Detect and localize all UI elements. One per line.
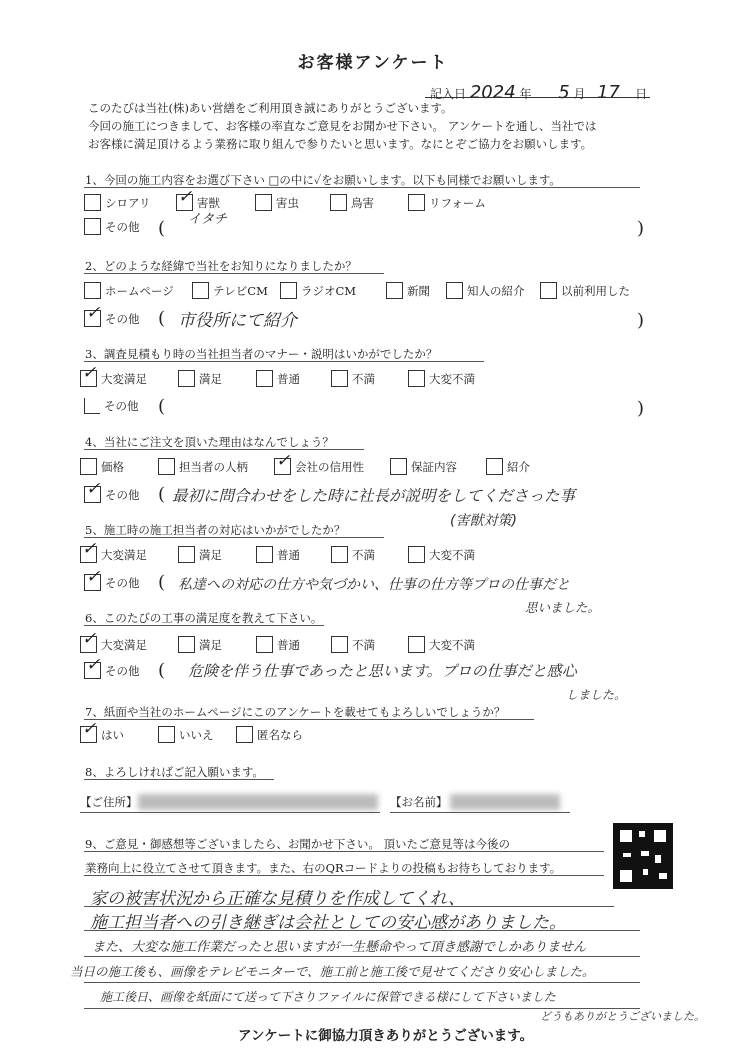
q5-option-normal[interactable] [256,546,300,563]
checkbox[interactable] [84,218,101,235]
checkbox[interactable] [408,636,425,653]
q4-underline [84,449,364,450]
address-redacted [138,794,378,810]
checkbox[interactable] [280,282,297,299]
check-mark-icon: ✓ [86,479,101,499]
option-label: その他 [105,575,140,590]
q3-option-dissatisfied[interactable] [331,370,375,387]
paren-close: ) [637,218,645,239]
page-title: お客様アンケート [297,53,449,73]
option-label: その他 [104,399,139,413]
q1-option-other[interactable] [84,218,140,235]
checkbox[interactable] [540,282,557,299]
option-label: 害獣 [197,195,220,210]
option-label: その他 [105,487,140,502]
address-label: 【ご住所】 [80,795,138,809]
qr-module [659,873,667,879]
checkbox[interactable] [330,194,347,211]
checkbox[interactable] [408,370,425,387]
check-mark-icon: ✓ [86,303,101,323]
comment-line-5: 施工後日、画像を紙面にて送って下さりファイルに保管できる様にして下さいました [100,990,556,1004]
date-year-unit: 年 [519,87,532,101]
checkbox[interactable] [408,194,425,211]
checkbox[interactable] [236,726,253,743]
q6-underline [84,625,324,626]
q3-option-satisfied[interactable] [178,370,222,387]
q9-underline-2 [84,875,604,876]
option-label: 満足 [199,371,222,386]
q4-option-other[interactable] [84,479,140,503]
q6-option-normal[interactable] [256,636,300,653]
q1-text: 1、今回の施工内容をお選び下さい □の中に✓をお願いします。以下も同様でお願いします。 [85,173,561,187]
option-label: 大変不満 [429,637,475,652]
q2-text: 2、どのような経緯で当社をお知りになりましたか？ [85,259,357,273]
q3-option-very-satisfied[interactable] [80,363,147,387]
option-label: テレビCM [213,283,268,298]
option-label: リフォーム [429,195,486,210]
option-label: 匿名なら [257,727,303,742]
name-label: 【お名前】 [390,795,448,809]
paren-open: ( [158,484,166,505]
intro-line-1: このたびは当社(株)あい営繕をご利用頂き誠にありがとうございます。 [88,101,453,115]
intro-line-2: 今回の施工につきまして、お客様の率直なご意見をお聞かせ下さい。 アンケートを通し、当社では [88,119,597,133]
q6-answer-cont: しました。 [566,688,627,702]
q4-text: 4、当社にご注文を頂いた理由はなんでしょう？ [85,435,334,449]
q2-option-other[interactable] [84,303,140,327]
name-redacted [450,794,560,810]
q8-text: 8、よろしければご記入願います。 [85,765,264,779]
q3-underline [84,361,484,362]
option-label: その他 [105,219,140,234]
option-label: その他 [105,311,140,326]
comment-line-2: 施工担当者への引き継ぎは会社としての安心感がありました。 [90,913,566,933]
option-label: 大変不満 [429,547,475,562]
option-label: 大変満足 [101,547,147,562]
checkbox[interactable] [331,546,348,563]
checkbox[interactable] [386,282,403,299]
q3-option-other[interactable] [84,398,139,414]
qr-module [639,831,645,837]
date-year: 2024 [469,82,516,103]
q2-option-radio-cm[interactable] [280,282,356,299]
q6-text: 6、このたびの工事の満足度を教えて下さい。 [85,611,323,625]
check-mark-icon: ✓ [82,539,97,559]
comment-underline [84,906,614,907]
q7-underline [84,719,534,720]
option-label: 普通 [277,637,300,652]
checkbox[interactable] [158,726,175,743]
checkbox-checked[interactable] [274,451,291,475]
option-label: 大変不満 [429,371,475,386]
option-label: 鳥害 [351,195,374,210]
checkbox-checked[interactable] [84,567,101,591]
q1-option-bird[interactable] [330,194,374,211]
option-label: 不満 [352,547,375,562]
checkbox-checked[interactable] [80,363,97,387]
option-label: その他 [105,663,140,678]
option-label: 大変満足 [101,637,147,652]
q1-option-reform[interactable] [408,194,486,211]
q5-answer: 私達への対応の仕方や気づかい、仕事の仕方等プロの仕事だと [178,577,570,593]
paren-open: ( [158,572,166,593]
q2-underline [84,273,384,274]
option-label: 保証内容 [411,459,457,474]
comment-line-3: また、大変な施工作業だったと思いますが一生懸命やって頂き感謝でしかありません [92,940,587,955]
q4-option-referral[interactable] [486,458,530,475]
q5-answer-cont: 思いました。 [525,600,601,615]
option-label: 満足 [199,547,222,562]
q5-underline [84,537,384,538]
qr-finder [651,827,669,845]
checkbox[interactable] [178,546,195,563]
date-day-unit: 日 [635,87,648,101]
name-underline [390,812,570,813]
option-label: 害虫 [276,195,299,210]
q3-option-normal[interactable] [256,370,300,387]
option-label: 以前利用した [561,283,630,298]
paren-open: ( [158,660,166,681]
q5-option-satisfied[interactable] [178,546,222,563]
comment-underline [84,982,640,983]
qr-finder [617,867,635,885]
checkbox-checked[interactable] [80,719,97,743]
q5-option-very-dissatisfied[interactable] [408,546,475,563]
paren-open: ( [158,308,166,329]
qr-module [641,851,649,856]
option-label: 知人の紹介 [467,283,525,298]
qr-finder [617,827,635,845]
checkbox[interactable] [84,398,100,414]
check-mark-icon: ✓ [86,567,101,587]
comment-line-4: 当日の施工後も、画像をテレビモニターで、施工前と施工後で見せてくださり安心しました。 [70,964,595,979]
checkbox[interactable] [331,370,348,387]
checkbox[interactable] [84,282,101,299]
q2-option-tv-cm[interactable] [192,282,268,299]
option-label: シロアリ [105,195,151,210]
option-label: 価格 [101,459,124,474]
check-mark-icon: ✓ [82,363,97,383]
entry-date [430,82,647,103]
checkbox[interactable] [158,458,175,475]
q7-option-yes[interactable] [80,719,124,743]
q7-option-anonymous[interactable] [236,726,303,743]
q4-answer-note: (害獣対策) [450,513,517,529]
paren-close: ) [637,310,645,331]
paren-close: ) [637,398,645,419]
q5-option-other[interactable] [84,567,140,591]
checkbox[interactable] [256,636,273,653]
q6-option-very-dissatisfied[interactable] [408,636,475,653]
paren-open: ( [158,396,166,417]
option-label: 不満 [352,637,375,652]
checkbox[interactable] [408,546,425,563]
date-month: 5 [558,82,570,103]
date-prefix: 記入日 [430,87,467,101]
checkbox[interactable] [192,282,209,299]
q9-underline [84,851,604,852]
q4-answer: 最初に問合わせをした時に社長が説明をしてくださった事 [172,487,576,505]
q7-text: 7、紙面や当社のホームページにこのアンケートを載せてもよろしいでしょうか？ [85,705,506,719]
checkbox-checked[interactable] [80,629,97,653]
address-underline [80,812,380,813]
q4-option-staff[interactable] [158,458,248,475]
footer-thanks: アンケートに御協力頂きありがとうございます。 [238,1028,534,1044]
option-label: 紹介 [507,459,530,474]
option-label: 大変満足 [101,371,147,386]
option-label: ホームページ [105,283,174,298]
q9-text: 9、ご意見・御感想等ございましたら、お聞かせ下さい。 頂いたご意見等は今後の [85,837,510,851]
q3-option-very-dissatisfied[interactable] [408,370,475,387]
paren-open: ( [158,218,166,239]
date-month-unit: 月 [573,87,586,101]
intro-line-3: お客様に満足頂けるよう業務に取り組んで参りたいと思います。なにとぞご協力をお願いします。 [88,137,593,151]
comment-underline [84,930,640,931]
date-day: 17 [596,82,620,103]
checkbox-checked[interactable] [80,539,97,563]
checkbox[interactable] [178,636,195,653]
q4-option-credibility[interactable] [274,451,364,475]
option-label: 新聞 [407,283,430,298]
q2-option-previous[interactable] [540,282,630,299]
checkbox[interactable] [255,194,272,211]
q5-option-dissatisfied[interactable] [331,546,375,563]
q1-underline [84,187,640,188]
checkbox-checked[interactable] [84,479,101,503]
option-label: 普通 [277,547,300,562]
q4-option-warranty[interactable] [390,458,457,475]
check-mark-icon: ✓ [82,629,97,649]
option-label: 満足 [199,637,222,652]
q2-answer: 市役所にて紹介 [178,311,297,331]
q7-option-no[interactable] [158,726,214,743]
q2-option-newspaper[interactable] [386,282,430,299]
comment-line-1: 家の被害状況から正確な見積りを作成してくれ、 [90,889,466,909]
q6-option-satisfied[interactable] [178,636,222,653]
checkbox[interactable] [486,458,503,475]
q6-option-dissatisfied[interactable] [331,636,375,653]
qr-module [623,853,631,857]
checkbox[interactable] [446,282,463,299]
checkbox-checked[interactable] [84,655,101,679]
option-label: ラジオCM [301,283,357,298]
check-mark-icon: ✓ [276,451,291,471]
checkbox[interactable] [178,370,195,387]
checkbox[interactable] [256,546,273,563]
option-label: 不満 [352,371,375,386]
check-mark-icon: ✓ [178,187,193,207]
checkbox-checked[interactable] [84,303,101,327]
checkbox[interactable] [331,636,348,653]
checkbox[interactable] [80,458,97,475]
comment-underline [84,956,640,957]
qr-module [655,855,661,863]
check-mark-icon: ✓ [86,655,101,675]
option-label: 担当者の人柄 [179,459,248,474]
q3-text: 3、調査見積もり時の当社担当者のマナー・説明はいかがでしたか？ [85,347,438,361]
q1-note: イタチ [188,212,228,227]
option-label: はい [101,727,124,742]
q2-option-homepage[interactable] [84,282,174,299]
option-label: 普通 [277,371,300,386]
comment-line-6: どうもありがとうございました。 [540,1010,705,1023]
q6-option-other[interactable] [84,655,140,679]
checkbox[interactable] [84,194,101,211]
q6-answer: 危険を伴う仕事であったと思います。プロの仕事だと感心 [188,662,577,680]
qr-code-icon[interactable] [613,823,673,889]
q5-text: 5、施工時の施工担当者の対応はいかがでしたか？ [85,523,346,537]
checkbox[interactable] [390,458,407,475]
q8-underline [84,779,274,780]
q1-option-insect[interactable] [255,194,299,211]
q9-text-2: 業務向上に役立てさせて頂きます。また、右のQRコードよりの投稿もお待ちしております。 [85,861,562,875]
checkbox[interactable] [256,370,273,387]
q6-option-very-satisfied[interactable] [80,629,147,653]
option-label: 会社の信用性 [295,459,364,474]
date-underline [425,97,650,98]
check-mark-icon: ✓ [82,719,97,739]
q4-option-price[interactable] [80,458,124,475]
qr-module [643,869,648,875]
q2-option-friend[interactable] [446,282,525,299]
option-label: いいえ [179,727,214,742]
q5-option-very-satisfied[interactable] [80,539,147,563]
q1-option-termite[interactable] [84,194,151,211]
